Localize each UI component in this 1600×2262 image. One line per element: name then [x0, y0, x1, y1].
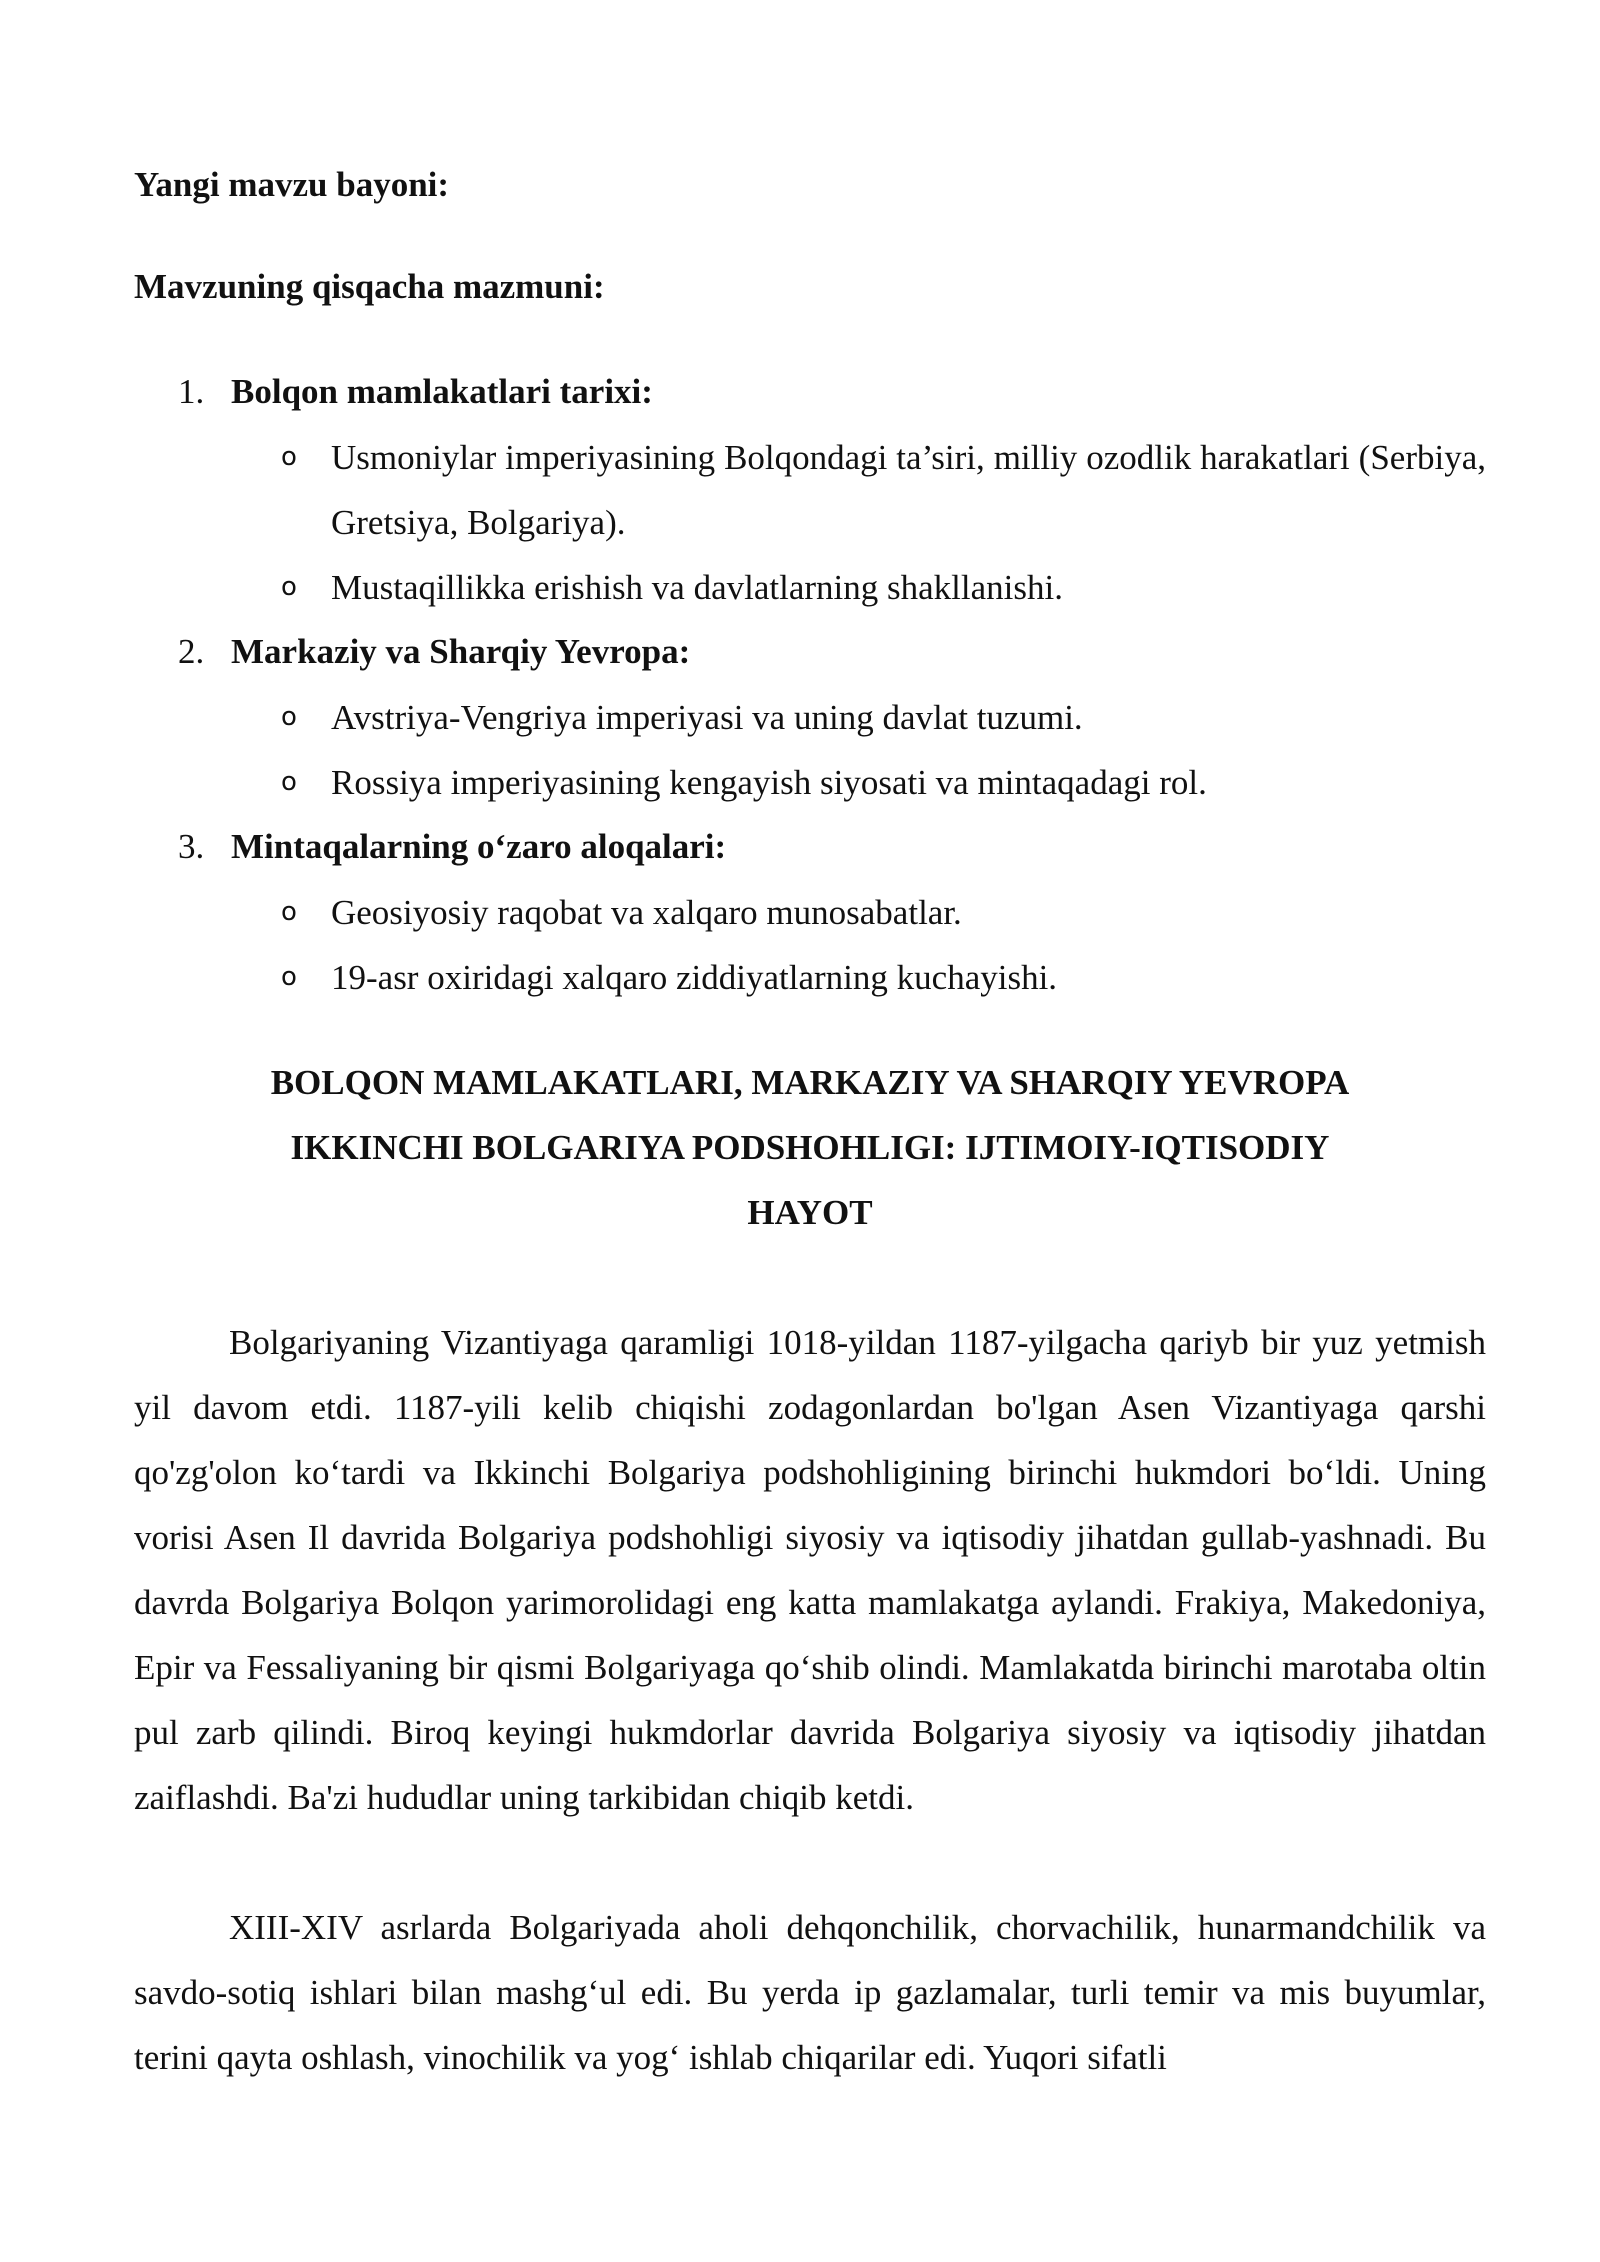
bullet-text: Usmoniylar imperiyasining Bolqondagi ta’siri, milliy ozodlik harakatlari (Serbiya, Gretsiya, Bolgariya).: [331, 438, 1486, 542]
section-title-line: HAYOT: [747, 1193, 873, 1232]
bullet-text: Mustaqillikka erishish va davlatlarning shakllanishi.: [331, 568, 1063, 607]
outline-bullet: [281, 685, 1486, 750]
bullet-marker: o: [281, 442, 297, 472]
outline-item-1: [178, 372, 653, 412]
outline-number: 3.: [178, 827, 205, 866]
bullet-marker: o: [281, 897, 297, 927]
outline-bullet: [281, 555, 1486, 620]
section-title-line: IKKINCHI BOLGARIYA PODSHOHLIGI: IJTIMOIY-IQTISODIY: [290, 1128, 1330, 1167]
bullet-text: 19-asr oxiridagi xalqaro ziddiyatlarning kuchayishi.: [331, 958, 1058, 997]
outline-bullet: [281, 750, 1486, 815]
outline-bullet: [281, 425, 1486, 555]
outline-title: Bolqon mamlakatlari tarixi:: [231, 372, 653, 411]
bullet-marker: o: [281, 702, 297, 732]
outline-number: 2.: [178, 632, 205, 671]
bullet-marker: o: [281, 572, 297, 602]
section-title-line: BOLQON MAMLAKATLARI, MARKAZIY VA SHARQIY YEVROPA: [270, 1063, 1350, 1102]
heading-summary: Mavzuning qisqacha mazmuni:: [134, 267, 605, 306]
bullet-text: Geosiyosiy raqobat va xalqaro munosabatlar.: [331, 893, 962, 932]
bullet-text: Rossiya imperiyasining kengayish siyosati va mintaqadagi rol.: [331, 763, 1207, 802]
body-paragraph: Bolgariyaning Vizantiyaga qaramligi 1018-yildan 1187-yilgacha qariyb bir yuz yetmish yil davom etdi. 1187-yili kelib chiqishi zodagonlardan bo'lgan Asen Vizantiyaga qarshi qo'zg'olon ko‘tardi va Ikkinchi Bolgariya podshohligining birinchi hukmdori bo‘ldi. Uning vorisi Asen Il davrida Bolgariya podshohligi siyosiy va iqtisodiy jihatdan gullab-yashnadi. Bu davrda Bolgariya Bolqon yarimorolidagi eng katta mamlakatga aylandi. Frakiya, Makedoniya, Epir va Fessaliyaning bir qismi Bolgariyaga qo‘shib olindi. Mamlakatda birinchi marotaba oltin pul zarb qilindi. Biroq keyingi hukmdorlar davrida Bolgariya siyosiy va iqtisodiy jihatdan zaiflashdi. Ba'zi hududlar uning tarkibidan chiqib ketdi.: [134, 1323, 1486, 1817]
outline-title: Mintaqalarning o‘zaro aloqalari:: [231, 827, 727, 866]
section-title: [134, 1050, 1486, 1245]
outline-number: 1.: [178, 372, 205, 411]
heading-new-topic: Yangi mavzu bayoni:: [134, 165, 450, 204]
bullet-marker: o: [281, 767, 297, 797]
bullet-marker: o: [281, 962, 297, 992]
bullet-text: Avstriya-Vengriya imperiyasi va uning davlat tuzumi.: [331, 698, 1083, 737]
outline-bullet: [281, 945, 1486, 1010]
outline-bullet: [281, 880, 1486, 945]
outline-item-3: [178, 827, 726, 867]
body-paragraph: XIII-XIV asrlarda Bolgariyada aholi dehqonchilik, chorvachilik, hunarmandchilik va savdo-sotiq ishlari bilan mashg‘ul edi. Bu yerda ip gazlamalar, turli temir va mis buyumlar, terini qayta oshlash, vinochilik va yog‘ ishlab chiqarilar edi. Yuqori sifatli: [134, 1908, 1486, 2077]
outline-item-2: [178, 632, 690, 672]
outline-title: Markaziy va Sharqiy Yevropa:: [231, 632, 691, 671]
